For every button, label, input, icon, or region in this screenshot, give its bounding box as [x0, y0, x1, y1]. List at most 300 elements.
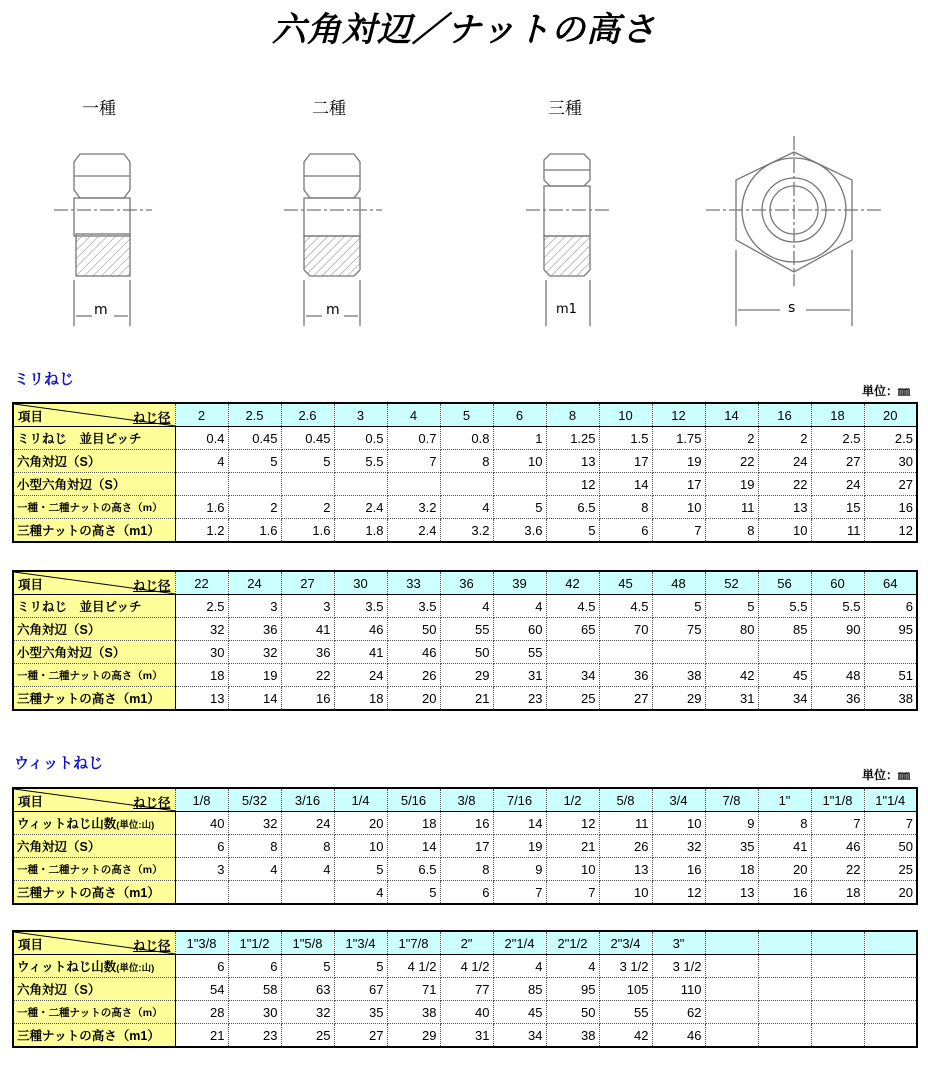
- value-cell: 9: [493, 858, 546, 881]
- row-label-cell: [13, 641, 175, 664]
- value-cell: 24: [811, 473, 864, 496]
- value-cell: 1.6: [175, 496, 228, 519]
- value-cell: 4: [334, 881, 387, 905]
- section-heading-whitworth: ウィットねじ: [14, 754, 104, 772]
- row-label: ウィットねじ山数: [17, 817, 117, 831]
- column-header: 2"1/2: [546, 931, 599, 955]
- value-cell: 5: [281, 955, 334, 978]
- column-header: [758, 931, 811, 955]
- value-cell: [175, 881, 228, 905]
- value-cell: 77: [440, 978, 493, 1001]
- column-header: 7/8: [705, 788, 758, 812]
- value-cell: 20: [864, 881, 917, 905]
- value-cell: [811, 641, 864, 664]
- column-header: 1"3/4: [334, 931, 387, 955]
- value-cell: 50: [864, 835, 917, 858]
- value-cell: 65: [546, 618, 599, 641]
- value-cell: 50: [440, 641, 493, 664]
- value-cell: 90: [811, 618, 864, 641]
- value-cell: [599, 641, 652, 664]
- value-cell: 12: [652, 881, 705, 905]
- value-cell: [440, 473, 493, 496]
- value-cell: 10: [493, 450, 546, 473]
- value-cell: 5.5: [811, 595, 864, 618]
- value-cell: 50: [546, 1001, 599, 1024]
- header-row: [13, 571, 917, 595]
- table-row: [13, 473, 917, 496]
- nut-type-label-3: 三種: [548, 99, 582, 119]
- value-cell: 34: [546, 664, 599, 687]
- value-cell: 27: [334, 1024, 387, 1048]
- value-cell: 19: [493, 835, 546, 858]
- value-cell: 1.6: [281, 519, 334, 543]
- column-header: 42: [546, 571, 599, 595]
- value-cell: 1.6: [228, 519, 281, 543]
- column-header: 52: [705, 571, 758, 595]
- value-cell: [864, 1001, 917, 1024]
- value-cell: 41: [758, 835, 811, 858]
- column-header: 20: [864, 403, 917, 427]
- column-header: 14: [705, 403, 758, 427]
- value-cell: [546, 641, 599, 664]
- value-cell: 58: [228, 978, 281, 1001]
- value-cell: 62: [652, 1001, 705, 1024]
- value-cell: 45: [493, 1001, 546, 1024]
- value-cell: [864, 1024, 917, 1048]
- value-cell: 8: [599, 496, 652, 519]
- value-cell: 75: [652, 618, 705, 641]
- dim-label-2: m: [326, 302, 340, 318]
- value-cell: 4.5: [599, 595, 652, 618]
- value-cell: 71: [387, 978, 440, 1001]
- value-cell: 27: [811, 450, 864, 473]
- row-label-note: (単位:山): [116, 820, 155, 831]
- value-cell: 46: [652, 1024, 705, 1048]
- column-header: 3: [334, 403, 387, 427]
- value-cell: 14: [228, 687, 281, 711]
- value-cell: 12: [546, 812, 599, 835]
- value-cell: 21: [546, 835, 599, 858]
- row-label-cell: [13, 687, 175, 711]
- value-cell: 50: [387, 618, 440, 641]
- value-cell: 55: [599, 1001, 652, 1024]
- value-cell: 45: [758, 664, 811, 687]
- value-cell: 4: [440, 496, 493, 519]
- value-cell: 3.5: [334, 595, 387, 618]
- column-header: 1"5/8: [281, 931, 334, 955]
- column-header: 2.5: [228, 403, 281, 427]
- value-cell: 14: [599, 473, 652, 496]
- value-cell: 16: [652, 858, 705, 881]
- value-cell: 18: [334, 687, 387, 711]
- value-cell: 95: [546, 978, 599, 1001]
- value-cell: 3.2: [387, 496, 440, 519]
- table-row: [13, 664, 917, 687]
- value-cell: 18: [175, 664, 228, 687]
- value-cell: 13: [599, 858, 652, 881]
- value-cell: 13: [705, 881, 758, 905]
- value-cell: 21: [175, 1024, 228, 1048]
- value-cell: 32: [228, 641, 281, 664]
- value-cell: 28: [175, 1001, 228, 1024]
- value-cell: [864, 641, 917, 664]
- nut-type-label-2: 二種: [312, 99, 346, 119]
- value-cell: 6.5: [387, 858, 440, 881]
- value-cell: [281, 881, 334, 905]
- corner-item-label: 項目: [18, 578, 44, 592]
- value-cell: [705, 1001, 758, 1024]
- column-header: 1/8: [175, 788, 228, 812]
- value-cell: [864, 955, 917, 978]
- value-cell: 2.5: [864, 427, 917, 450]
- value-cell: 13: [175, 687, 228, 711]
- corner-item-label: 項目: [18, 795, 44, 809]
- value-cell: [175, 473, 228, 496]
- value-cell: 6: [440, 881, 493, 905]
- value-cell: 23: [493, 687, 546, 711]
- value-cell: 2: [228, 496, 281, 519]
- value-cell: 24: [281, 812, 334, 835]
- value-cell: 17: [652, 473, 705, 496]
- value-cell: 14: [493, 812, 546, 835]
- value-cell: 54: [175, 978, 228, 1001]
- table-row: [13, 595, 917, 618]
- value-cell: [811, 1024, 864, 1048]
- row-label: 一種・二種ナットの高さ（m）: [17, 863, 163, 876]
- value-cell: 5: [387, 881, 440, 905]
- value-cell: 7: [864, 812, 917, 835]
- column-header: 8: [546, 403, 599, 427]
- whitworth-table-2: [12, 930, 918, 1048]
- corner-diameter-label: ねじ径: [132, 796, 171, 810]
- value-cell: 80: [705, 618, 758, 641]
- value-cell: 7: [811, 812, 864, 835]
- row-label: 小型六角対辺（S）: [17, 478, 126, 492]
- value-cell: 24: [334, 664, 387, 687]
- column-header: 64: [864, 571, 917, 595]
- column-header: 33: [387, 571, 440, 595]
- row-label-cell: [13, 519, 175, 543]
- value-cell: 36: [228, 618, 281, 641]
- value-cell: 13: [758, 496, 811, 519]
- value-cell: 35: [705, 835, 758, 858]
- column-header: 1"1/2: [228, 931, 281, 955]
- value-cell: 38: [387, 1001, 440, 1024]
- page-title: 六角対辺／ナットの高さ: [271, 10, 657, 50]
- value-cell: 6.5: [546, 496, 599, 519]
- value-cell: 3.6: [493, 519, 546, 543]
- column-header: 5/16: [387, 788, 440, 812]
- value-cell: 5: [705, 595, 758, 618]
- value-cell: 6: [175, 835, 228, 858]
- value-cell: 10: [334, 835, 387, 858]
- column-header: 5/8: [599, 788, 652, 812]
- value-cell: 32: [281, 1001, 334, 1024]
- value-cell: 2: [281, 496, 334, 519]
- column-header: 39: [493, 571, 546, 595]
- column-header: 5: [440, 403, 493, 427]
- value-cell: 4 1/2: [387, 955, 440, 978]
- column-header: 2"1/4: [493, 931, 546, 955]
- value-cell: [758, 955, 811, 978]
- value-cell: 29: [440, 664, 493, 687]
- value-cell: 25: [864, 858, 917, 881]
- value-cell: 34: [493, 1024, 546, 1048]
- value-cell: 8: [440, 450, 493, 473]
- row-label-cell: [13, 978, 175, 1001]
- row-label-cell: [13, 450, 175, 473]
- value-cell: 22: [705, 450, 758, 473]
- value-cell: 36: [599, 664, 652, 687]
- column-header: 1": [758, 788, 811, 812]
- value-cell: 4: [175, 450, 228, 473]
- value-cell: 1: [493, 427, 546, 450]
- value-cell: 10: [758, 519, 811, 543]
- value-cell: 16: [440, 812, 493, 835]
- value-cell: 7: [387, 450, 440, 473]
- value-cell: 19: [228, 664, 281, 687]
- value-cell: 8: [440, 858, 493, 881]
- table-row: [13, 618, 917, 641]
- value-cell: 7: [546, 881, 599, 905]
- value-cell: 26: [599, 835, 652, 858]
- value-cell: 4: [281, 858, 334, 881]
- value-cell: 16: [864, 496, 917, 519]
- value-cell: 3: [228, 595, 281, 618]
- table-row: [13, 858, 917, 881]
- value-cell: 32: [228, 812, 281, 835]
- value-cell: 3: [175, 858, 228, 881]
- value-cell: 18: [811, 881, 864, 905]
- value-cell: 85: [493, 978, 546, 1001]
- value-cell: 3.5: [387, 595, 440, 618]
- column-header: 1/4: [334, 788, 387, 812]
- value-cell: 10: [546, 858, 599, 881]
- row-label-cell: [13, 881, 175, 905]
- value-cell: 30: [175, 641, 228, 664]
- value-cell: 10: [652, 496, 705, 519]
- column-header: 30: [334, 571, 387, 595]
- nut-top-view-drawing: [706, 136, 884, 326]
- value-cell: 21: [440, 687, 493, 711]
- value-cell: 42: [705, 664, 758, 687]
- value-cell: 11: [811, 519, 864, 543]
- value-cell: [758, 1024, 811, 1048]
- row-label: 三種ナットの高さ（m1）: [17, 524, 160, 538]
- table-row: [13, 496, 917, 519]
- value-cell: 11: [599, 812, 652, 835]
- value-cell: 8: [281, 835, 334, 858]
- column-header: 6: [493, 403, 546, 427]
- value-cell: [705, 978, 758, 1001]
- value-cell: 31: [705, 687, 758, 711]
- value-cell: 63: [281, 978, 334, 1001]
- value-cell: 40: [175, 812, 228, 835]
- value-cell: 1.75: [652, 427, 705, 450]
- table-row: [13, 1001, 917, 1024]
- value-cell: 41: [281, 618, 334, 641]
- value-cell: 2.4: [387, 519, 440, 543]
- column-header: 2": [440, 931, 493, 955]
- value-cell: 7: [493, 881, 546, 905]
- value-cell: 2: [705, 427, 758, 450]
- value-cell: 5: [493, 496, 546, 519]
- value-cell: 2.4: [334, 496, 387, 519]
- value-cell: 29: [387, 1024, 440, 1048]
- value-cell: 4: [440, 595, 493, 618]
- value-cell: 38: [546, 1024, 599, 1048]
- row-label-cell: [13, 835, 175, 858]
- value-cell: 19: [652, 450, 705, 473]
- corner-cell: [13, 403, 175, 427]
- row-label: 小型六角対辺（S）: [17, 646, 126, 660]
- value-cell: 17: [440, 835, 493, 858]
- row-label-cell: [13, 427, 175, 450]
- value-cell: [811, 955, 864, 978]
- column-header: [705, 931, 758, 955]
- value-cell: 4: [493, 595, 546, 618]
- column-header: 16: [758, 403, 811, 427]
- value-cell: 5.5: [758, 595, 811, 618]
- value-cell: [228, 881, 281, 905]
- section-heading-metric: ミリねじ: [14, 370, 75, 388]
- column-header: 48: [652, 571, 705, 595]
- value-cell: 40: [440, 1001, 493, 1024]
- value-cell: 105: [599, 978, 652, 1001]
- row-label-cell: [13, 858, 175, 881]
- value-cell: 25: [546, 687, 599, 711]
- column-header: 1"1/8: [811, 788, 864, 812]
- value-cell: 13: [546, 450, 599, 473]
- row-label: 六角対辺（S）: [17, 455, 101, 469]
- column-header: 60: [811, 571, 864, 595]
- column-header: 1/2: [546, 788, 599, 812]
- value-cell: 26: [387, 664, 440, 687]
- value-cell: 46: [334, 618, 387, 641]
- value-cell: [334, 473, 387, 496]
- dim-label-4: s: [788, 300, 796, 316]
- value-cell: 5: [334, 955, 387, 978]
- value-cell: 3.2: [440, 519, 493, 543]
- value-cell: 36: [811, 687, 864, 711]
- row-label-note: (単位:山): [116, 963, 155, 974]
- whitworth-table-1: [12, 787, 918, 905]
- corner-diameter-label: ねじ径: [132, 579, 171, 593]
- value-cell: 19: [705, 473, 758, 496]
- value-cell: 0.5: [334, 427, 387, 450]
- row-label: 三種ナットの高さ（m1）: [17, 886, 160, 900]
- row-label-cell: [13, 1024, 175, 1048]
- column-header: 2: [175, 403, 228, 427]
- value-cell: 8: [228, 835, 281, 858]
- value-cell: 24: [758, 450, 811, 473]
- value-cell: 5: [228, 450, 281, 473]
- value-cell: 31: [493, 664, 546, 687]
- value-cell: 2.5: [175, 595, 228, 618]
- value-cell: 16: [281, 687, 334, 711]
- dim-label-1: m: [94, 302, 108, 318]
- value-cell: 8: [758, 812, 811, 835]
- value-cell: 0.7: [387, 427, 440, 450]
- value-cell: 4: [493, 955, 546, 978]
- value-cell: 12: [864, 519, 917, 543]
- row-label: 三種ナットの高さ（m1）: [17, 1029, 160, 1043]
- table-row: [13, 1024, 917, 1048]
- row-label-cell: [13, 812, 175, 835]
- value-cell: 3 1/2: [599, 955, 652, 978]
- row-label: 一種・二種ナットの高さ（m）: [17, 501, 163, 514]
- row-label: 六角対辺（S）: [17, 840, 101, 854]
- value-cell: 42: [599, 1024, 652, 1048]
- table-row: [13, 687, 917, 711]
- value-cell: 38: [652, 664, 705, 687]
- value-cell: 6: [864, 595, 917, 618]
- column-header: 3/4: [652, 788, 705, 812]
- value-cell: [758, 641, 811, 664]
- column-header: 2"3/4: [599, 931, 652, 955]
- metric-table-1: [12, 402, 918, 543]
- row-label: ミリねじ 並目ピッチ: [17, 432, 142, 446]
- value-cell: 5: [546, 519, 599, 543]
- table-row: [13, 450, 917, 473]
- value-cell: 12: [546, 473, 599, 496]
- column-header: 2.6: [281, 403, 334, 427]
- value-cell: 20: [387, 687, 440, 711]
- value-cell: [281, 473, 334, 496]
- dim-label-3: m1: [556, 302, 577, 317]
- value-cell: 46: [387, 641, 440, 664]
- row-label-cell: [13, 595, 175, 618]
- value-cell: 27: [599, 687, 652, 711]
- table-row: [13, 835, 917, 858]
- value-cell: 36: [281, 641, 334, 664]
- value-cell: 20: [758, 858, 811, 881]
- value-cell: 60: [493, 618, 546, 641]
- value-cell: 22: [811, 858, 864, 881]
- column-header: 1"3/8: [175, 931, 228, 955]
- column-header: 3": [652, 931, 705, 955]
- value-cell: 1.25: [546, 427, 599, 450]
- value-cell: 7: [652, 519, 705, 543]
- nut-type1-drawing: [54, 154, 152, 326]
- value-cell: 1.8: [334, 519, 387, 543]
- corner-diameter-label: ねじ径: [132, 939, 171, 953]
- value-cell: 11: [705, 496, 758, 519]
- corner-item-label: 項目: [18, 410, 44, 424]
- column-header: 18: [811, 403, 864, 427]
- value-cell: 48: [811, 664, 864, 687]
- value-cell: 15: [811, 496, 864, 519]
- column-header: 36: [440, 571, 493, 595]
- value-cell: 4: [546, 955, 599, 978]
- value-cell: 6: [599, 519, 652, 543]
- row-label-cell: [13, 618, 175, 641]
- nut-type3-drawing: [526, 154, 610, 326]
- value-cell: 30: [228, 1001, 281, 1024]
- value-cell: 9: [705, 812, 758, 835]
- value-cell: [758, 978, 811, 1001]
- column-header: 1"7/8: [387, 931, 440, 955]
- value-cell: 10: [652, 812, 705, 835]
- metric-table-2: [12, 570, 918, 711]
- value-cell: 3: [281, 595, 334, 618]
- value-cell: 35: [334, 1001, 387, 1024]
- value-cell: 2: [758, 427, 811, 450]
- value-cell: 55: [493, 641, 546, 664]
- row-label-cell: [13, 664, 175, 687]
- value-cell: 27: [864, 473, 917, 496]
- value-cell: 38: [864, 687, 917, 711]
